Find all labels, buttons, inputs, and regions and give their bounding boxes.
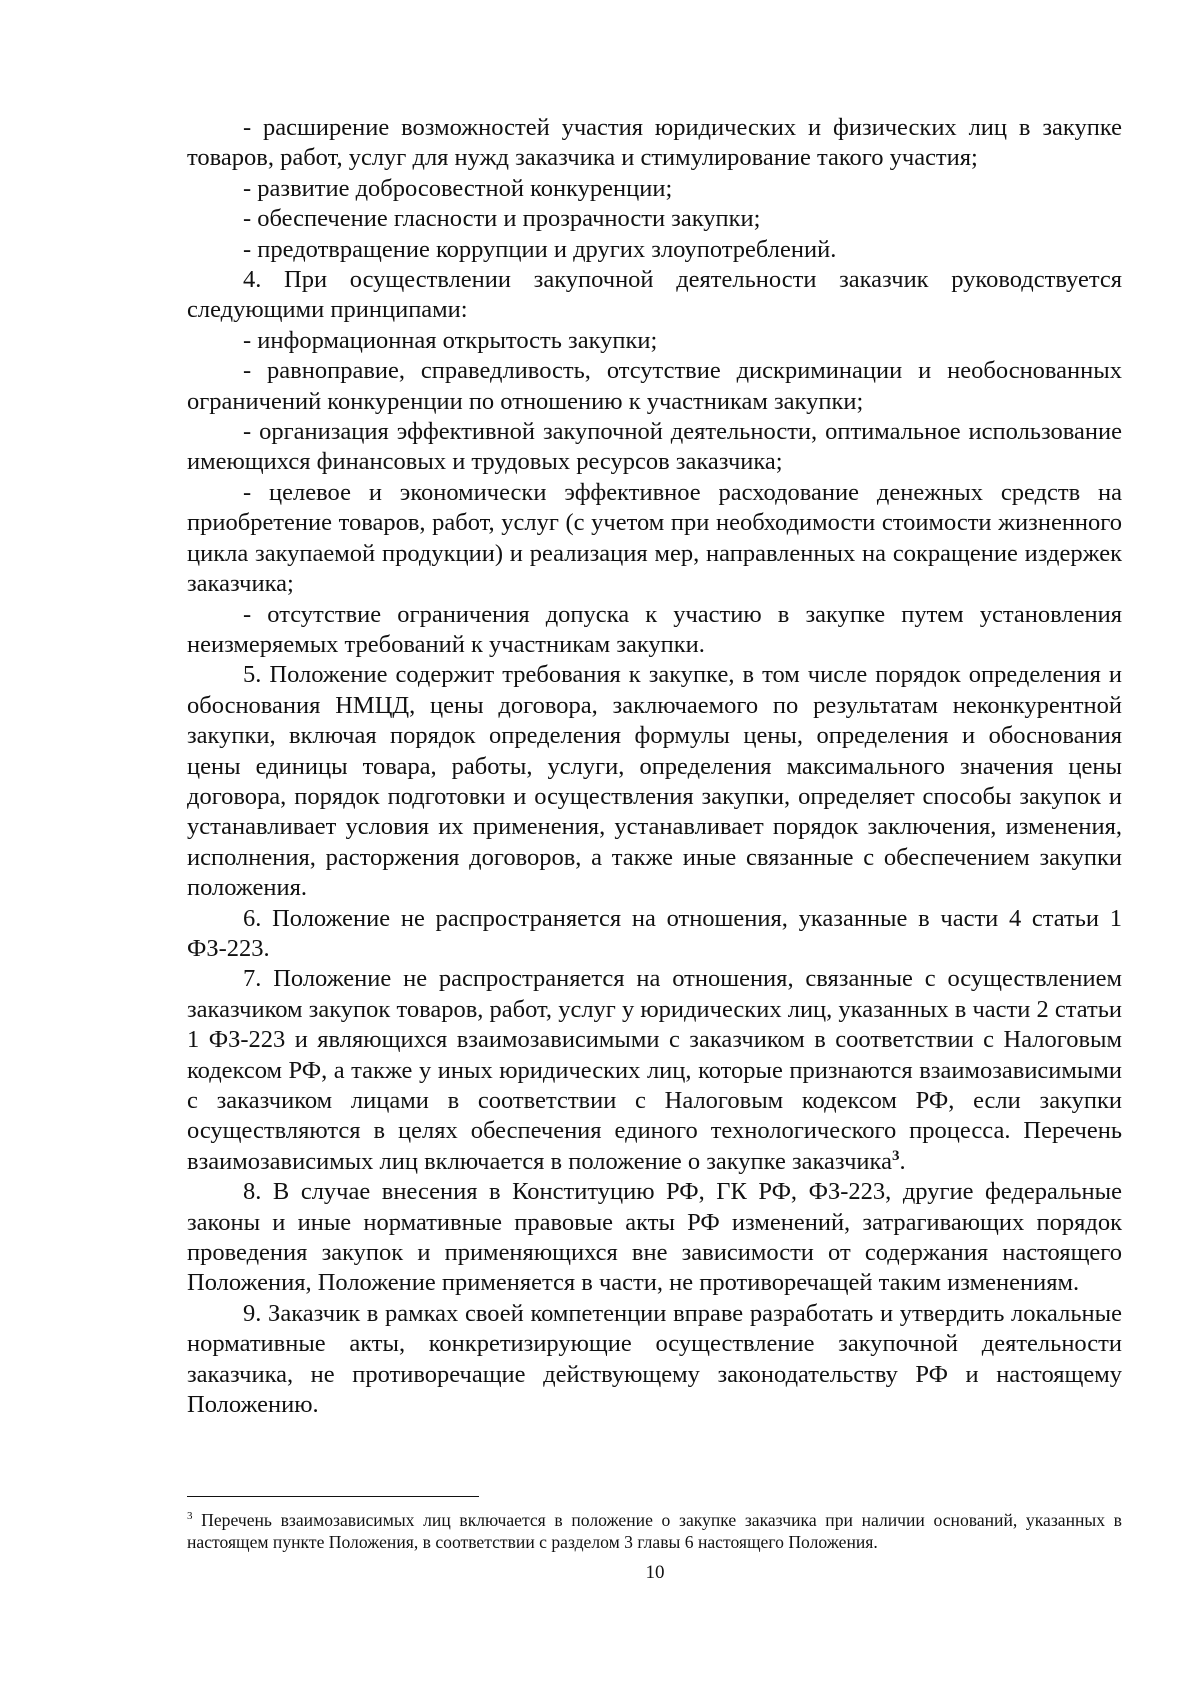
- paragraph: - предотвращение коррупции и других злоупотреблений.: [243, 235, 837, 263]
- paragraph-7-end: .: [899, 1147, 906, 1175]
- paragraph-7-text: 7. Положение не распространяется на отношения, связанные с осуществлением заказчиком закупок товаров, работ, услуг у юридических лиц, указанных в части 2 статьи 1 ФЗ-223 и являющихся взаимозависимыми с заказчиком в соответствии с Налоговым кодексом РФ, а также у иных юридических лиц, которые признаются взаимозависимыми с заказчиком лицами в соответствии с Налоговым кодексом РФ, если закупки осуществляются в целях обеспечения единого технологического процесса. Перечень взаимозависимых лиц включается в положение о закупке заказчика: [187, 965, 1122, 1175]
- footnote-separator: [187, 1496, 479, 1497]
- paragraph: 6. Положение не распространяется на отношения, указанные в части 4 статьи 1 ФЗ-223.: [187, 904, 1122, 962]
- paragraph: - отсутствие ограничения допуска к участию в закупке путем установления неизмеряемых требований к участникам закупки.: [187, 600, 1122, 658]
- paragraph: - организация эффективной закупочной деятельности, оптимальное использование имеющихся финансовых и трудовых ресурсов заказчика;: [187, 418, 1122, 476]
- footnote-marker: 3: [187, 1510, 193, 1523]
- paragraph: 8. В случае внесения в Конституцию РФ, ГК РФ, ФЗ-223, другие федеральные законы и иные нормативные правовые акты РФ изменений, затрагивающих порядок проведения закупок и применяющихся вне зависимости от содержания настоящего Положения, Положение применяется в части, не противоречащей таким изменениям.: [187, 1178, 1122, 1297]
- paragraph: 5. Положение содержит требования к закупке, в том числе порядок определения и обоснования НМЦД, цены договора, заключаемого по результатам неконкурентной закупки, включая порядок определения формулы цены, определения и обоснования цены единицы товара, работы, услуги, определения максимального значения цены договора, порядок подготовки и осуществления закупки, определяет способы закупок и устанавливает условия их применения, устанавливает порядок заключения, изменения, исполнения, расторжения договоров, а также иные связанные с обеспечением закупки положения.: [187, 661, 1122, 902]
- paragraph: - обеспечение гласности и прозрачности закупки;: [243, 205, 761, 233]
- paragraph-7: [187, 964, 1122, 1177]
- footnote-reference: 3: [891, 1147, 900, 1164]
- paragraph: - информационная открытость закупки;: [243, 326, 658, 354]
- paragraph: 9. Заказчик в рамках своей компетенции вправе разработать и утвердить локальные нормативные акты, конкретизирующие осуществление закупочной деятельности заказчика, не противоречащие действующему законодательству РФ и настоящему Положению.: [187, 1299, 1122, 1419]
- body-text: [187, 113, 1122, 1420]
- paragraph: 4. При осуществлении закупочной деятельности заказчик руководствуется следующими принципами:: [187, 266, 1122, 324]
- paragraph: - целевое и экономически эффективное расходование денежных средств на приобретение товаров, работ, услуг (с учетом при необходимости стоимости жизненного цикла закупаемой продукции) и реализация мер, направленных на сокращение издержек заказчика;: [187, 478, 1122, 598]
- paragraph: - равноправие, справедливость, отсутствие дискриминации и необоснованных ограничений конкуренции по отношению к участникам закупки;: [187, 357, 1122, 415]
- footnote-text: Перечень взаимозависимых лиц включается в положение о закупке заказчика при наличии оснований, указанных в настоящем пункте Положения, в соответствии с разделом 3 главы 6 настоящего Положения.: [187, 1510, 1122, 1552]
- paragraph: - развитие добросовестной конкуренции;: [243, 174, 673, 202]
- page-number: 10: [645, 1562, 665, 1583]
- footnote: [187, 1510, 1122, 1553]
- paragraph: - расширение возможностей участия юридических и физических лиц в закупке товаров, работ, услуг для нужд заказчика и стимулирование такого участия;: [187, 114, 1122, 172]
